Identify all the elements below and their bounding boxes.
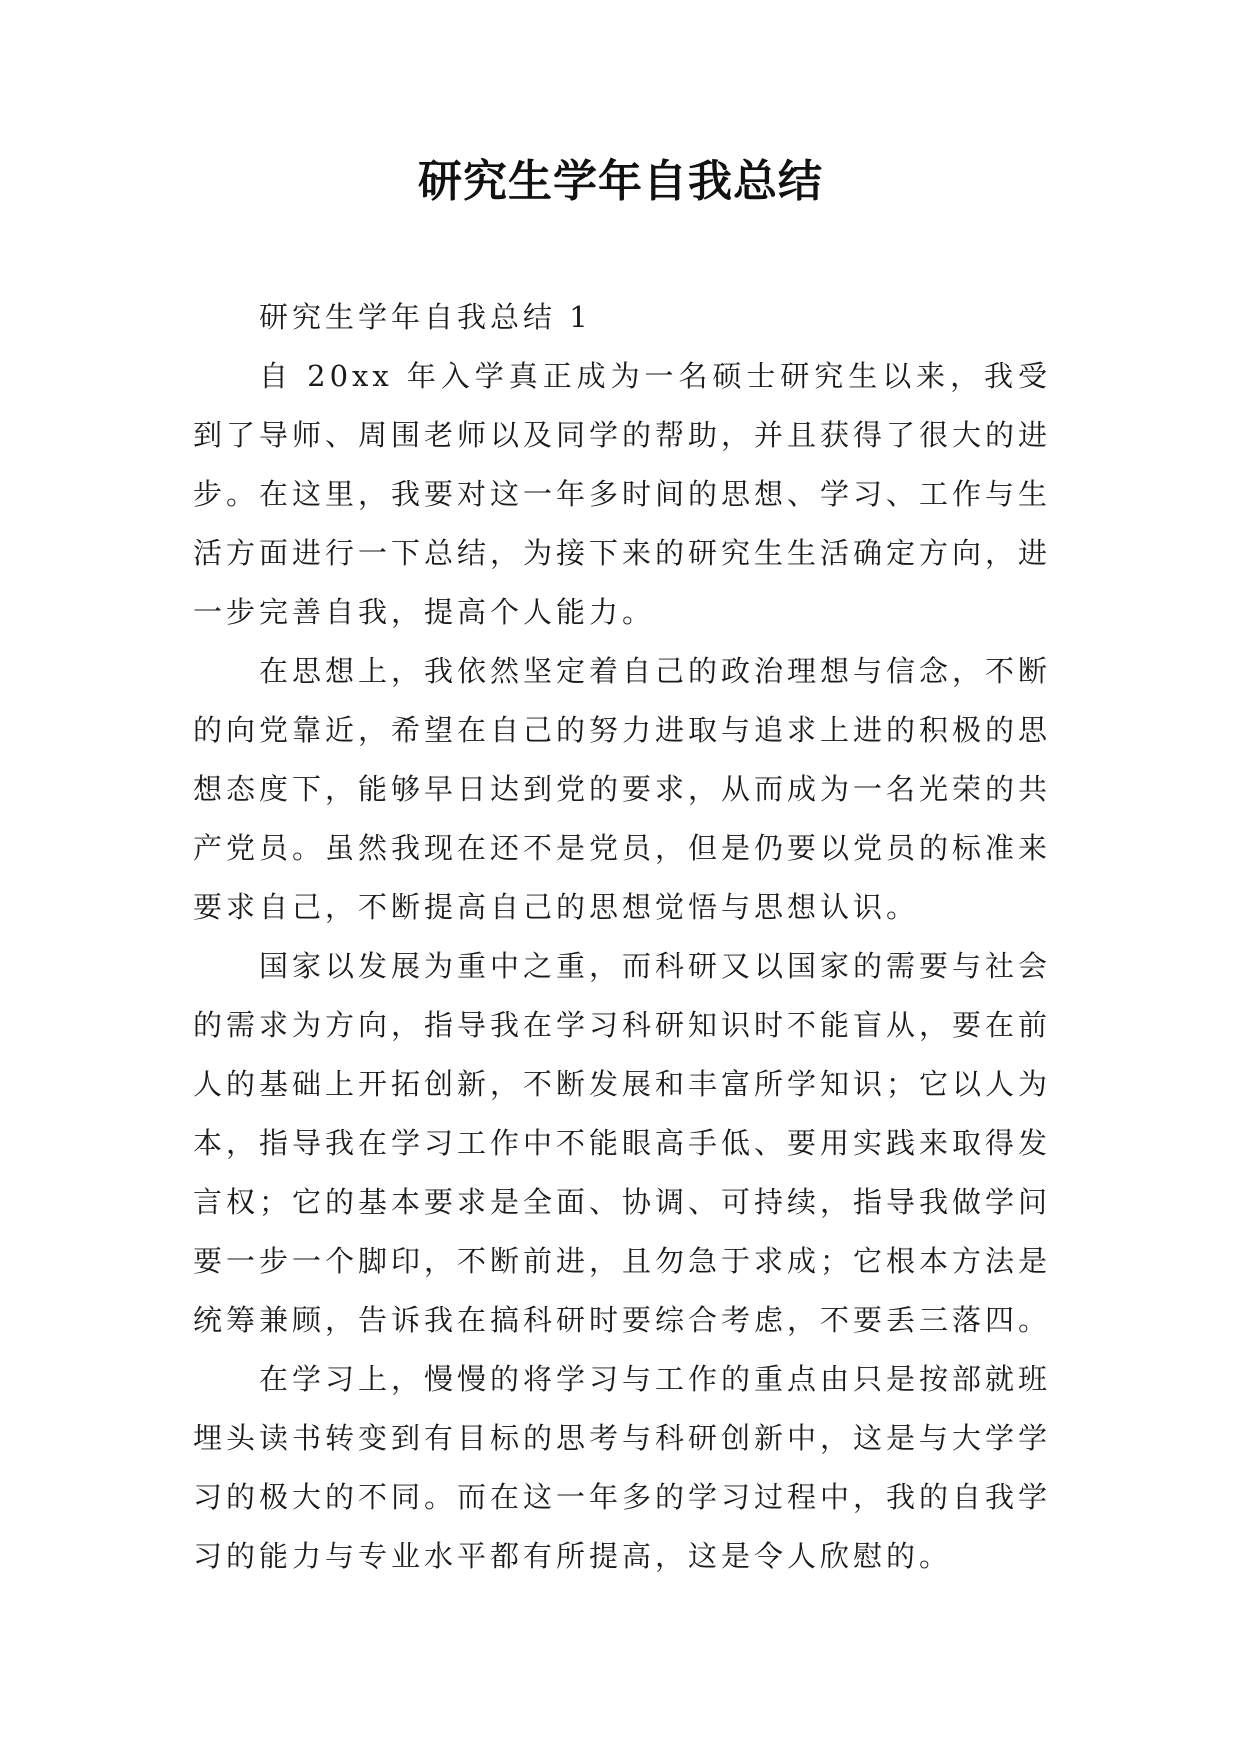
paragraph: 国家以发展为重中之重，而科研又以国家的需要与社会的需求为方向，指导我在学习科研知识时不能盲从，要在前人的基础上开拓创新，不断发展和丰富所学知识；它以人为本，指导我在学习工作中不能眼高手低、要用实践来取得发言权；它的基本要求是全面、协调、可持续，指导我做学问要一步一个脚印，不断前进，且勿急于求成；它根本方法是统筹兼顾，告诉我在搞科研时要综合考虑，不要丢三落四。 (193, 949, 1052, 1337)
document-title: 研究生学年自我总结 (418, 156, 823, 207)
document-body (193, 288, 1051, 1586)
paragraph: 自 20xx 年入学真正成为一名硕士研究生以来，我受到了导师、周围老师以及同学的帮助，并且获得了很大的进步。在这里，我要对这一年多时间的思想、学习、工作与生活方面进行一下总结，为接下来的研究生生活确定方向，进一步完善自我，提高个人能力。 (193, 359, 1052, 629)
section-heading: 研究生学年自我总结 1 (259, 300, 592, 334)
paragraph: 在学习上，慢慢的将学习与工作的重点由只是按部就班埋头读书转变到有目标的思考与科研创新中，这是与大学学习的极大的不同。而在这一年多的学习过程中，我的自我学习的能力与专业水平都有所提高，这是令人欣慰的。 (193, 1362, 1052, 1573)
paragraph: 在思想上，我依然坚定着自己的政治理想与信念，不断的向党靠近，希望在自己的努力进取与追求上进的积极的思想态度下，能够早日达到党的要求，从而成为一名光荣的共产党员。虽然我现在还不是党员，但是仍要以党员的标准来要求自己，不断提高自己的思想觉悟与思想认识。 (193, 654, 1052, 924)
